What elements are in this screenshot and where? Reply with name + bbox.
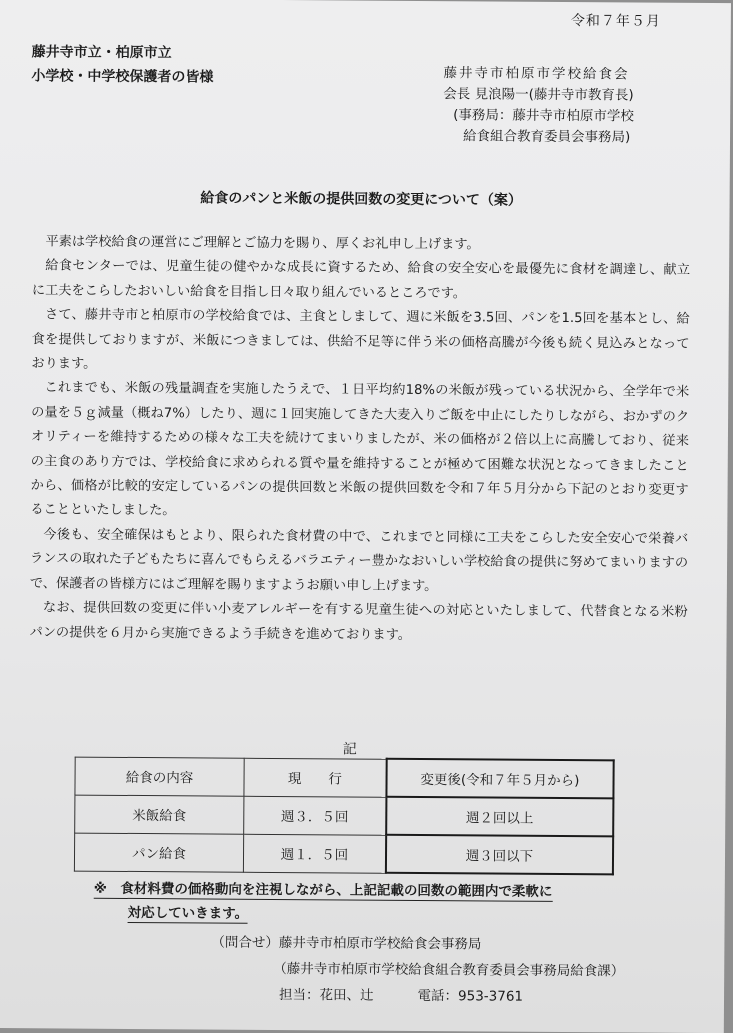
table-cell: パン給食 <box>74 833 243 872</box>
table-cell: 週３．５回 <box>244 796 386 835</box>
note-line-2: 対応していきます。 <box>127 904 249 922</box>
paragraph: なお、提供回数の変更に伴い小麦アレルギーを有する児童生徒への対応といたしまして、代替食となる米粉パンの提供を６月から実施できるよう手続きを進めております。 <box>29 600 688 643</box>
contact-phone: 電話：953-3761 <box>417 987 524 1005</box>
letter-date: 令和７年５月 <box>570 13 661 30</box>
contact-person: 担当：花田、辻 <box>278 987 374 1004</box>
letter-body <box>29 230 690 649</box>
sender-chair: 会長 見浪陽一(藤井寺市教育長) <box>443 86 634 104</box>
sender-office-line-2: 給食組合教育委員会事務局) <box>462 128 631 146</box>
paragraph: 給食センターでは、児童生徒の健やかな成長に資するため、給食の安全安心を最優先に食材を調達し、献立に工夫をこらしたおいしい給食を目指し日々取り組んでいるところです。 <box>31 258 691 302</box>
sender-office-line-1: (事務局：藤井寺市柏原市学校 <box>453 107 635 125</box>
recipient-line-1: 藤井寺市立・柏原市立 <box>31 44 172 62</box>
paragraph: さて、藤井寺市と柏原市の学校給食では、主食としまして、週に米飯を3.5回、パンを1.5回を基本とし、給食を提供しておりますが、米飯につきましては、供給不足等に伴う米の価格高騰が今後も続く見込みとなっております。 <box>31 307 690 372</box>
table-cell: 米飯給食 <box>75 795 244 834</box>
note-line-1: ※ 食材料費の価格動向を注視しながら、上記記載の回数の範囲内で柔軟に <box>93 880 553 900</box>
contact-line-1: （問合せ）藤井寺市柏原市学校給食会事務局 <box>211 934 482 953</box>
table-header-cell: 現 行 <box>244 758 386 797</box>
note-block <box>94 877 553 928</box>
paragraph: 今後も、安全確保はもとより、限られた食材費の中で、これまでと同様に工夫をこらした安全安心で栄養バランスの取れた子どもたちに喜んでもらえるバラエティー豊かなおいしい学校給食の提供に努めてまいりますので、保護者の皆様方にはご理解を賜りますようお願い申し上げます。 <box>29 527 689 594</box>
contact-block <box>211 930 625 1011</box>
letter-title: 給食のパンと米飯の提供回数の変更について（案） <box>200 190 523 209</box>
table-header-cell: 給食の内容 <box>75 757 244 796</box>
contact-line-3 <box>211 982 624 1011</box>
ki-heading: 記 <box>342 741 357 758</box>
paragraph: 平素は学校給食の運営にご理解とご協力を賜り、厚くお礼申し上げます。 <box>45 234 480 253</box>
sender-block <box>443 63 634 148</box>
serving-schedule-table <box>74 756 615 876</box>
paragraph: これまでも、米飯の残量調査を実施したうえで、１日平均約18%の米飯が残っている状況から、全学年で米の量を５ｇ減量（概ね7%）したり、週に１回実施してきた大麦入りご飯を中止にしたりしながら、おかずのクオリティーを維持するための様々な工夫を続けてまいりましたが、米の価格が２倍以上に高騰しており、従来の主食のあり方では、学校給食に求められる質や量を維持することが極めて困難な状況となってきましたことから、価格が比較的安定しているパンの提供回数と米飯の提供回数を令和７年５月分から下記のとおり変更することといたしました。 <box>30 380 690 519</box>
table-row <box>74 833 613 875</box>
table-cell: 週２回以上 <box>386 797 614 837</box>
recipient-block <box>31 40 213 89</box>
contact-line-2: （藤井寺市柏原市学校給食組合教育委員会事務局給食課） <box>273 960 625 980</box>
recipient-line-2: 小学校・中学校保護者の皆様 <box>31 68 214 86</box>
table-header-row <box>75 757 614 799</box>
table-cell: 週３回以下 <box>386 835 614 875</box>
table-row <box>75 795 614 837</box>
table-header-cell: 変更後(令和７年５月から) <box>386 759 614 799</box>
sender-org: 藤井寺市柏原市学校給食会 <box>443 65 630 83</box>
table-cell: 週１．５回 <box>243 834 385 873</box>
